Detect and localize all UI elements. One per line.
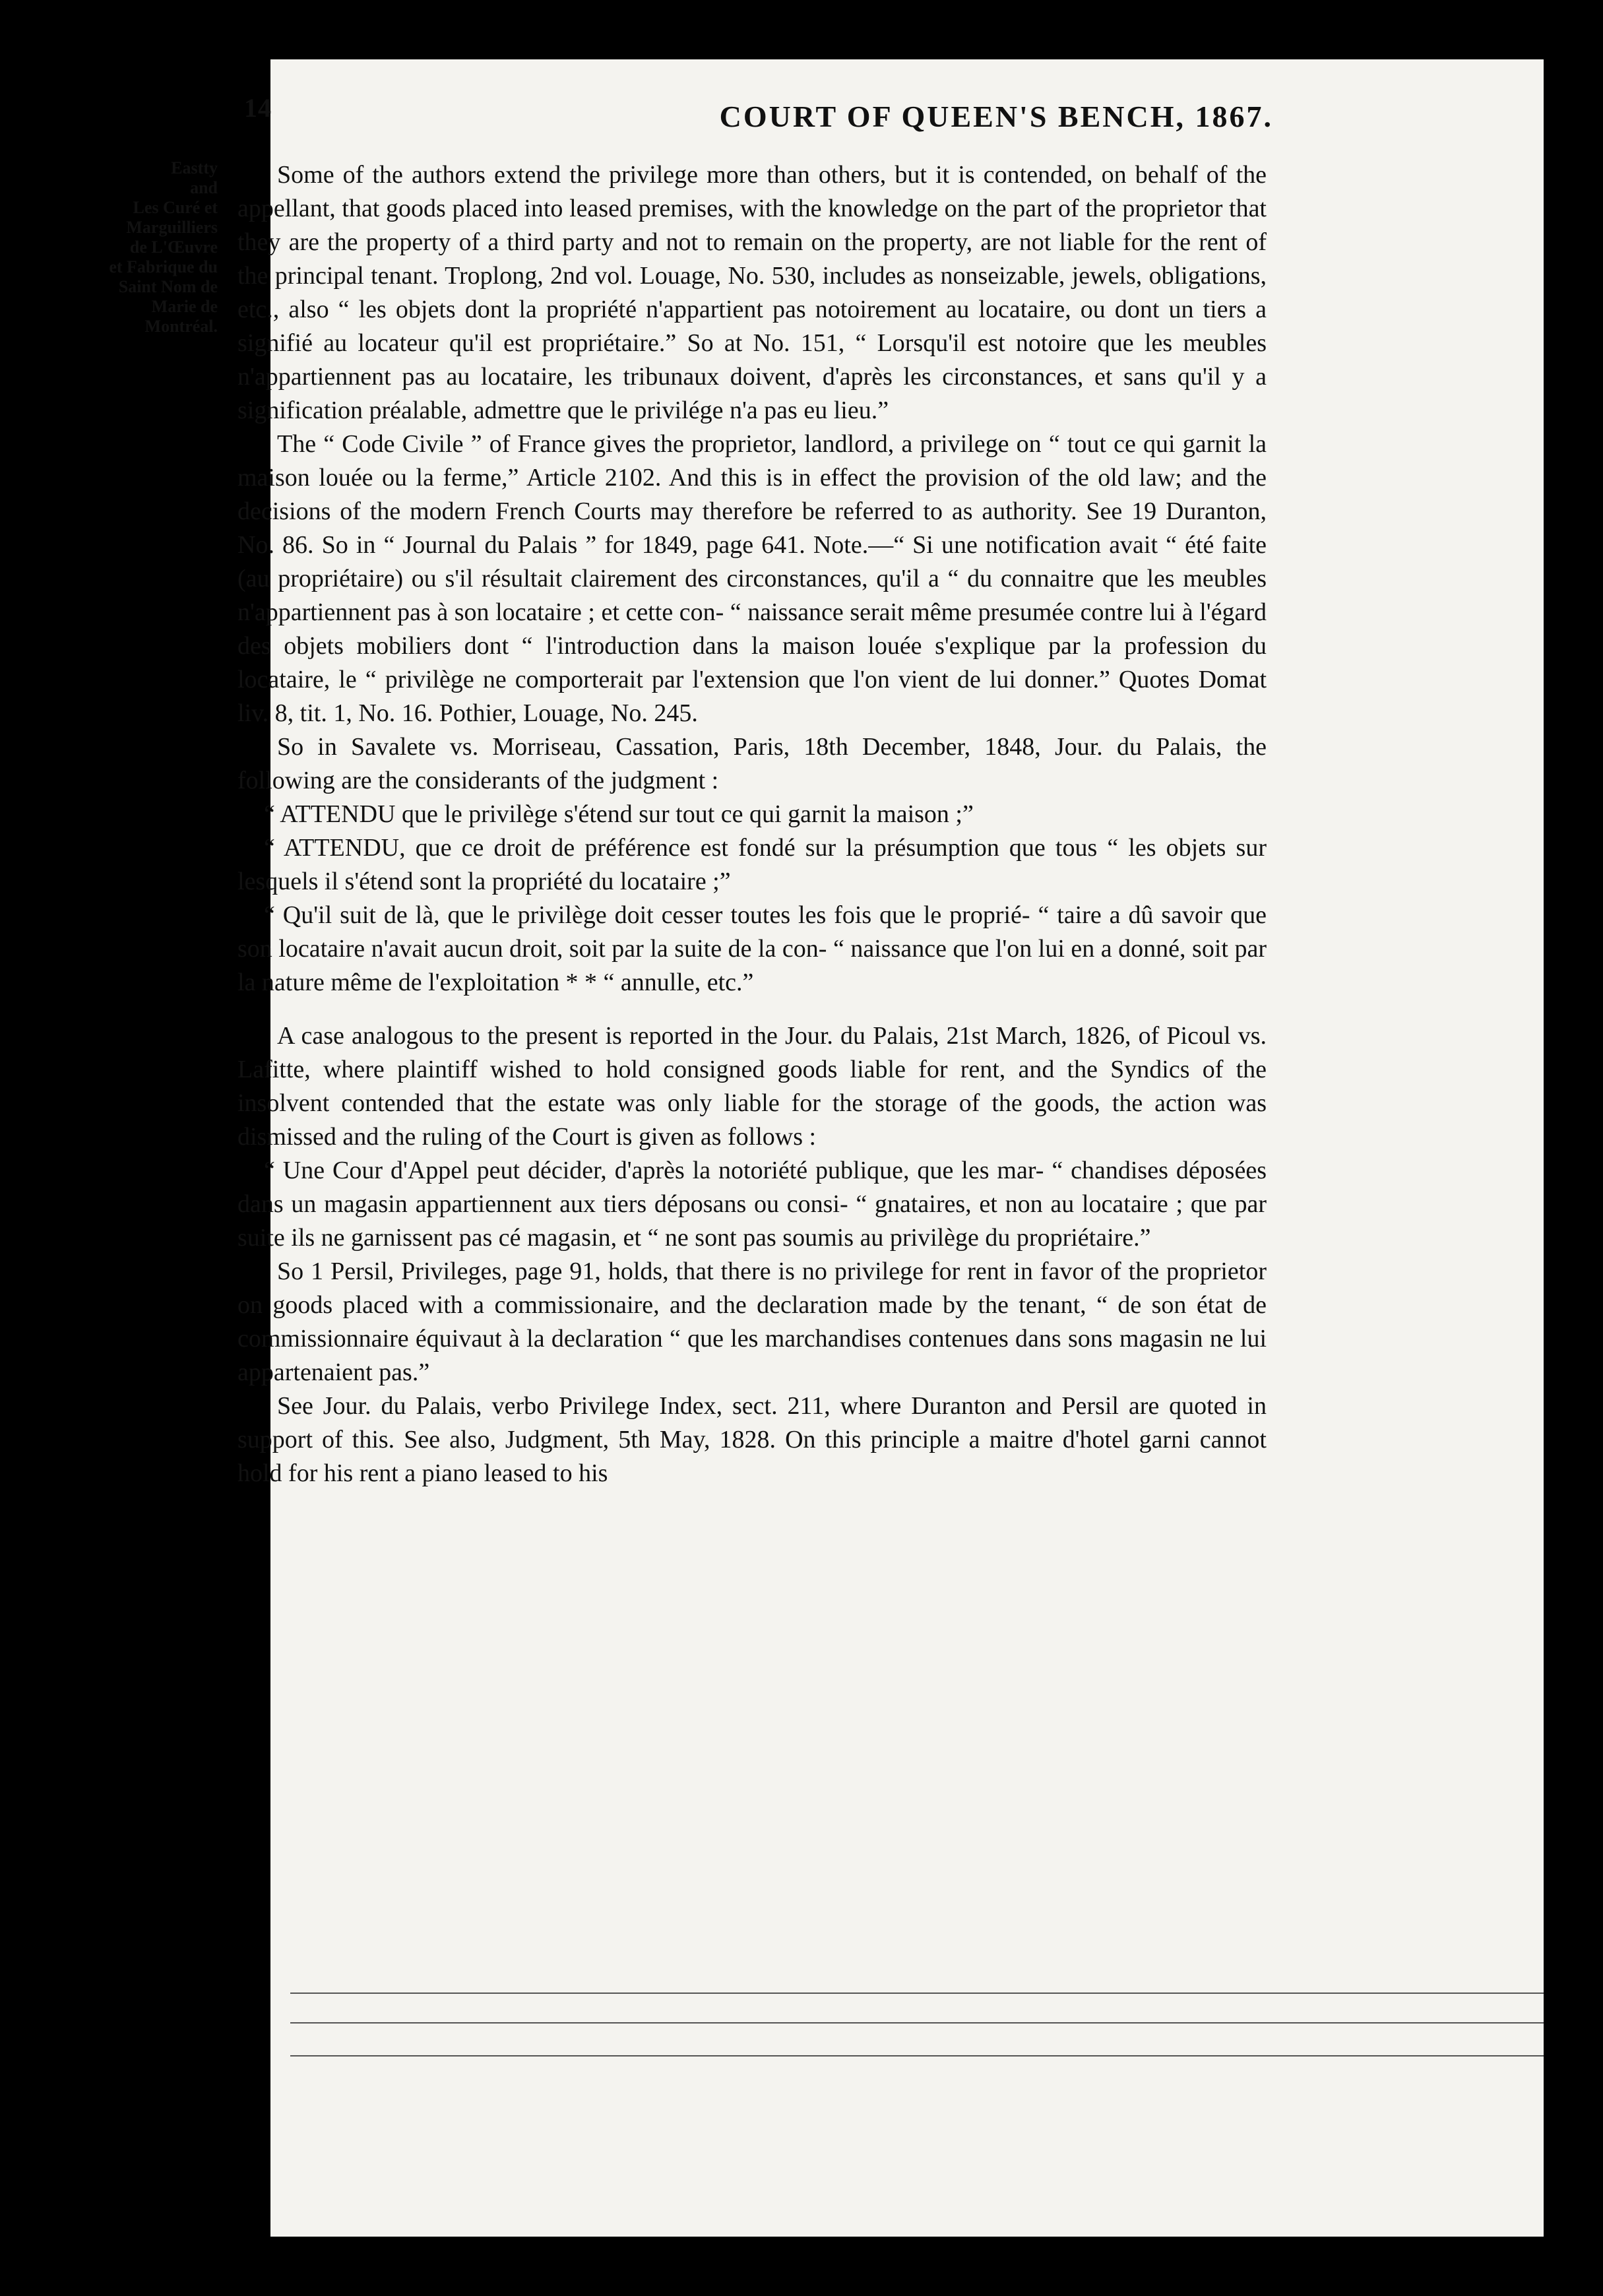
paragraph: Some of the authors extend the privilege more than others, but it is contended, on behalf of the appellant, that goods placed into leased premises, with the knowledge on the part of the proprietor that they are the property of a third party and not to remain on the property, are not liable for the rent of the principal tenant. Troplong, 2nd vol. Louage, No. 530, includes as nonseizable, jewels, obligations, etc., also “ les objets dont la propriété n'appartient pas notoirement au locataire, ou dont un tiers a signifié au locateur qu'il est propriétaire.” So at No. 151, “ Lorsqu'il est notoire que les meubles n'appartiennent pas au locataire, les tribunaux doivent, d'après les circonstances, et sans qu'il y a signification préalable, admettre que le privilége n'a pas eu lieu.” xyxy=(237,161,1267,424)
quotation: “ Qu'il suit de là, que le privilège doit cesser toutes les fois que le proprié- “ taire a dû savoir que son locataire n'avait aucun droit, soit par la suite de la con- “ naissance que l'on lui en a donné, soit par la nature même de l'exploitation * * “ annulle, etc.” xyxy=(237,901,1267,996)
margin-note-line: Marie de xyxy=(151,297,218,316)
page-number: 14 xyxy=(244,93,272,123)
margin-note-line: Marguilliers xyxy=(126,218,218,237)
margin-note xyxy=(79,158,218,336)
margin-note-line: Eastty xyxy=(171,158,218,177)
paragraph: A case analogous to the present is reported in the Jour. du Palais, 21st March, 1826, of Picoul vs. Lafitte, where plaintiff wished to hold consigned goods liable for rent, and the Syndics of the insolvent contended that the estate was only liable for the storage of the goods, the action was dismissed and the ruling of the Court is given as follows : xyxy=(237,1022,1267,1151)
body-text xyxy=(237,158,1267,1490)
margin-note-line: Montréal. xyxy=(144,317,218,336)
page-rule xyxy=(290,1993,1550,1994)
page-rule xyxy=(290,2022,1550,2024)
quotation: “ ATTENDU, que ce droit de préférence est fondé sur la présumption que tous “ les objets sur lesquels il s'étend sont la propriété du locataire ;” xyxy=(237,834,1267,895)
margin-note-line: Les Curé et xyxy=(133,198,218,217)
scan-border-right xyxy=(1544,0,1603,2296)
margin-note-line: and xyxy=(190,178,218,197)
paragraph: See Jour. du Palais, verbo Privilege Index, sect. 211, where Duranton and Persil are quoted in support of this. See also, Judgment, 5th May, 1828. On this principle a maitre d'hotel garni cannot hold for his rent a piano leased to his xyxy=(237,1392,1267,1487)
margin-note-line: Saint Nom de xyxy=(118,277,218,296)
margin-note-line: et Fabrique du xyxy=(109,257,218,276)
margin-note-line: de L'Œuvre xyxy=(129,238,218,257)
paragraph: The “ Code Civile ” of France gives the proprietor, landlord, a privilege on “ tout ce qui garnit la maison louée ou la ferme,” Article 2102. And this is in effect the provision of the old law; and the decisions of the modern French Courts may therefore be referred to as authority. See 19 Duranton, No. 86. So in “ Journal du Palais ” for 1849, page 641. Note.—“ Si une notification avait “ été faite (au propriétaire) ou s'il résultait clairement des circonstances, qu'il a “ du connaitre que les meubles n'appartiennent pas à son locataire ; et cette con- “ naissance serait même presumée contre lui à l'égard des objets mobiliers dont “ l'introduction dans la maison louée s'explique par la profession du locataire, le “ privilège ne comporterait par l'extension que l'on vient de lui donner.” Quotes Domat liv. 8, tit. 1, No. 16. Pothier, Louage, No. 245. xyxy=(237,430,1267,727)
paragraph: So in Savalete vs. Morriseau, Cassation, Paris, 18th December, 1848, Jour. du Palais, the following are the considerants of the judgment : xyxy=(237,733,1267,794)
quotation: “ ATTENDU que le privilège s'étend sur tout ce qui garnit la maison ;” xyxy=(264,800,974,828)
paragraph: So 1 Persil, Privileges, page 91, holds, that there is no privilege for rent in favor of the proprietor on goods placed with a commissionaire, and the declaration made by the tenant, “ de son état de commissionnaire équivaut à la declaration “ que les marchandises contenues dans sons magasin ne lui appartenaient pas.” xyxy=(237,1258,1267,1386)
quotation: “ Une Cour d'Appel peut décider, d'après la notoriété publique, que les mar- “ chandises déposées dans un magasin appartiennent aux tiers déposans ou consi- “ gnataires, et non au locataire ; que par suite ils ne garnissent pas cé magasin, et “ ne sont pas soumis au privilège du propriétaire.” xyxy=(237,1157,1267,1252)
running-title: COURT OF QUEEN'S BENCH, 1867. xyxy=(719,100,1273,133)
page-rule xyxy=(290,2055,1550,2057)
